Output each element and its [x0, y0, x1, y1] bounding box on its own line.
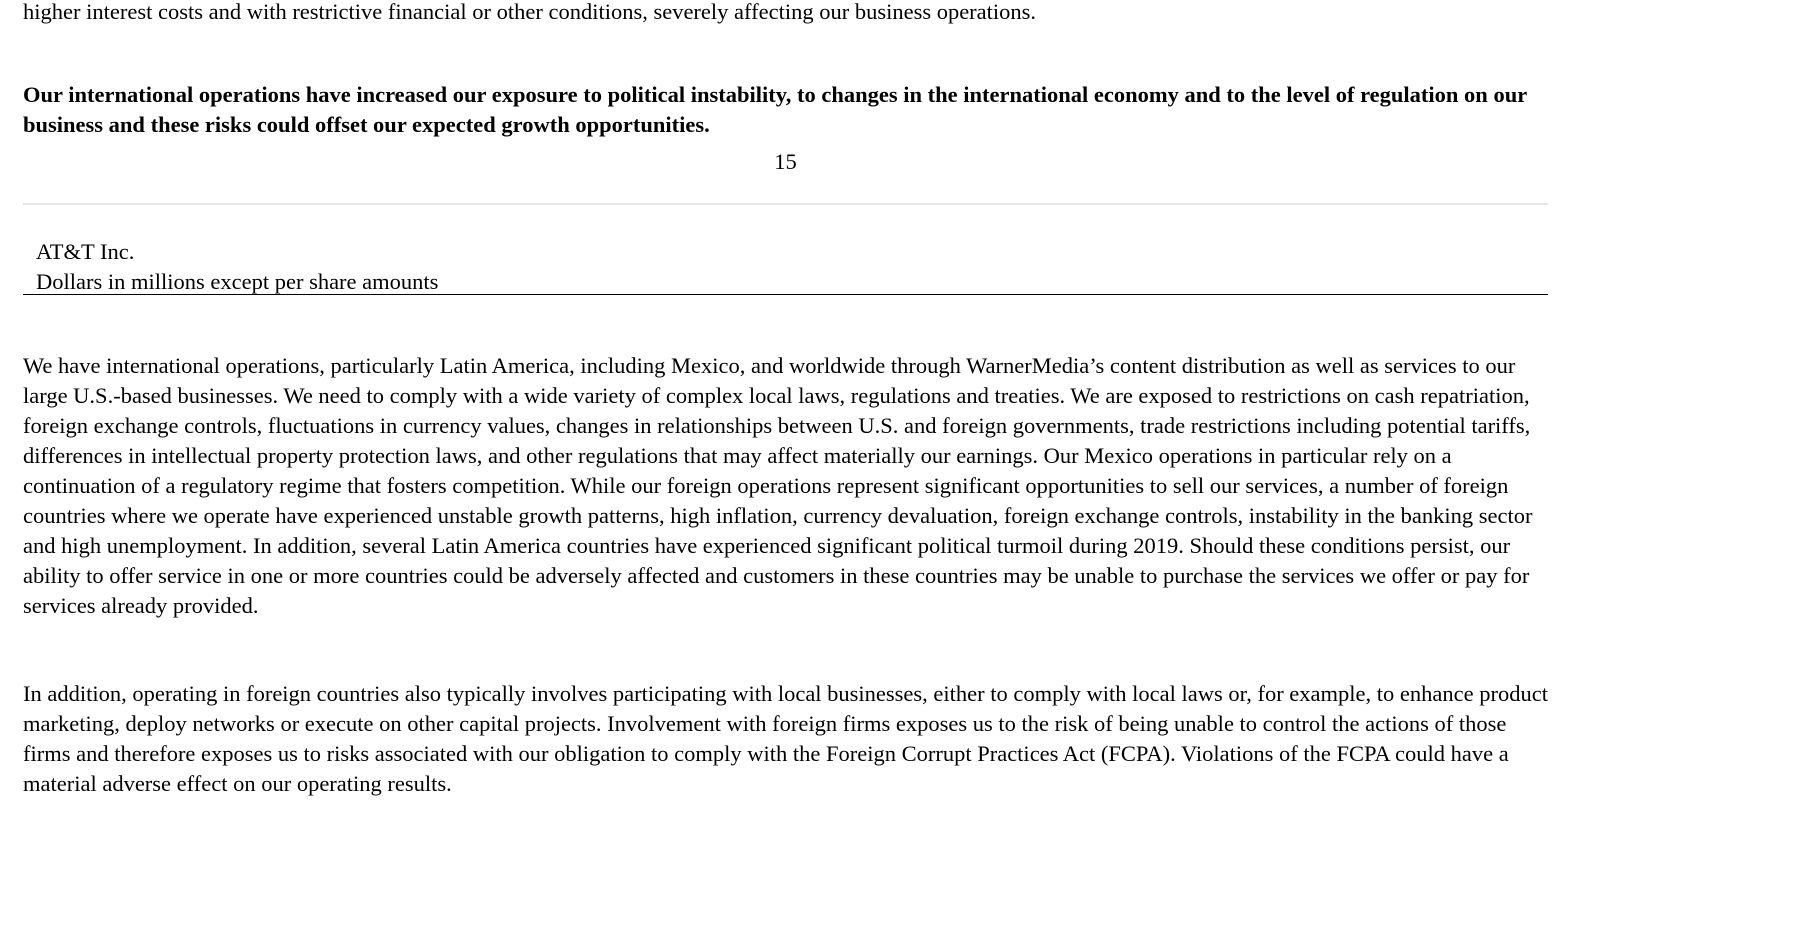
risk-factor-heading: Our international operations have increased our exposure to political instability, to changes in the international economy and to the level of regulation on our business and these risks could offset our expected growth opportunities. [23, 81, 1527, 137]
page-break-divider [23, 203, 1548, 205]
continuation-paragraph: higher interest costs and with restrictive financial or other conditions, severely affecting our business operations. [23, 0, 1037, 24]
body-paragraph: In addition, operating in foreign countries also typically involves participating with local businesses, either to comply with local laws or, for example, to enhance product marketing, deploy networks or execute on other capital projects. Involvement with foreign firms exposes us to the risk of being unable to control the actions of those firms and therefore exposes us to risks associated with our obligation to comply with the Foreign Corrupt Practices Act (FCPA). Violations of the FCPA could have a material adverse effect on our operating results. [23, 681, 1548, 796]
header-rule [23, 294, 1548, 295]
body-paragraph: We have international operations, particularly Latin America, including Mexico, and worldwide through WarnerMedia’s content distribution as well as services to our large U.S.-based businesses. We need to comply with a wide variety of complex local laws, regulations and treaties. We are exposed to restrictions on cash repatriation, foreign exchange controls, fluctuations in currency values, changes in relationships between U.S. and foreign governments, trade restrictions including potential tariffs, differences in intellectual property protection laws, and other regulations that may affect materially our earnings. Our Mexico operations in particular rely on a continuation of a regulatory regime that fosters competition. While our foreign operations represent significant opportunities to sell our services, a number of foreign countries where we operate have experienced unstable growth patterns, high inflation, currency devaluation, foreign exchange controls, instability in the banking sector and high unemployment. In addition, several Latin America countries have experienced significant political turmoil during 2019. Should these conditions persist, our ability to offer service in one or more countries could be adversely affected and customers in these countries may be unable to purchase the services we offer or pay for services already provided. [23, 353, 1533, 618]
units-note: Dollars in millions except per share amounts [36, 269, 439, 294]
company-name: AT&T Inc. [36, 239, 135, 264]
page-number: 15 [774, 149, 797, 174]
running-header [36, 237, 1548, 297]
